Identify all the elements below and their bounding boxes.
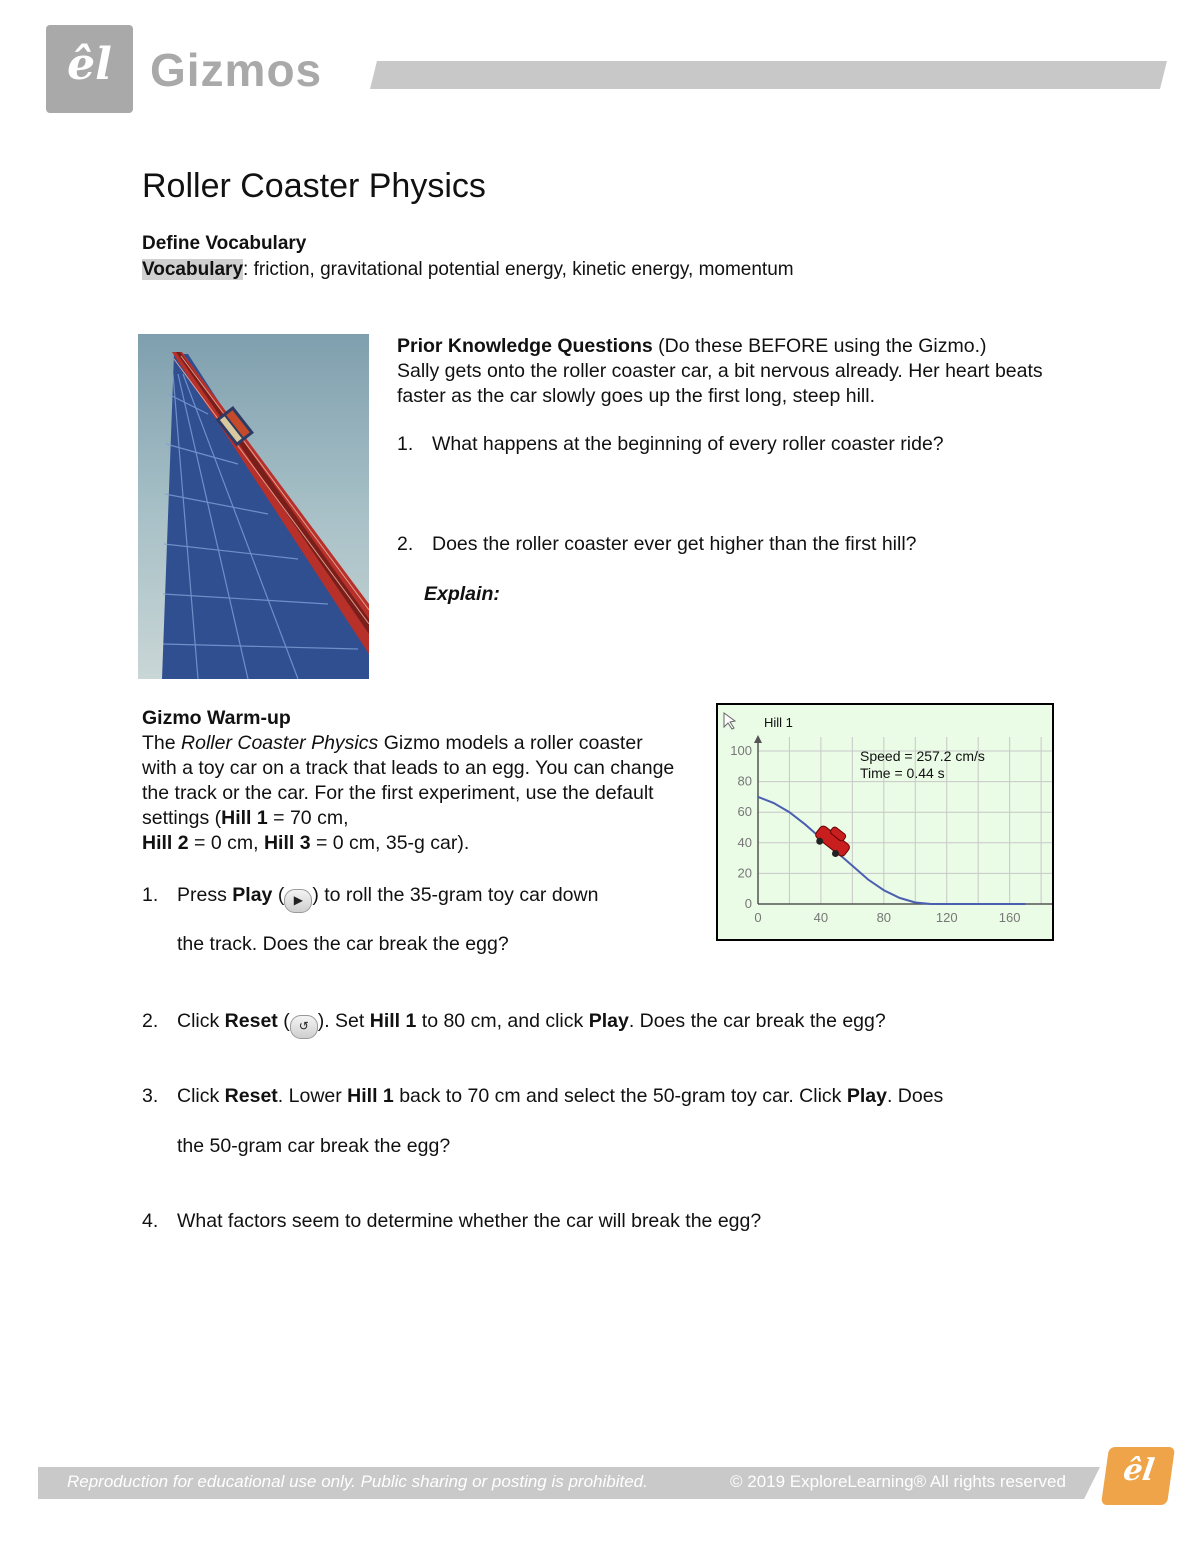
header-bar (370, 61, 1167, 89)
brand-name: Gizmos (150, 44, 323, 96)
play-icon: ▶ (284, 889, 312, 913)
footer-copyright: © 2019 ExploreLearning® All rights reserved (730, 1472, 1066, 1491)
chart-svg (718, 705, 1052, 939)
y-tick-label: 20 (737, 865, 752, 881)
logo-text: êl (67, 39, 112, 90)
vocab-line (142, 259, 794, 281)
x-tick-label: 80 (876, 910, 892, 925)
y-axis-arrow (754, 735, 762, 743)
footer-disclaimer: Reproduction for educational use only. Public sharing or posting is prohibited. (67, 1472, 648, 1491)
cursor-icon (724, 713, 735, 729)
warmup-heading: Gizmo Warm-up (142, 707, 291, 729)
prior-knowledge-intro (397, 334, 1077, 409)
explorelearning-logo (46, 25, 133, 113)
warmup-question-1: 1. Press Play ( ▶ ) to roll the 35-gram toy car down (142, 884, 598, 913)
y-tick-label: 100 (730, 743, 752, 758)
x-tick-label: 40 (813, 910, 829, 925)
x-tick-label: 160 (998, 910, 1021, 925)
warmup-question-3-cont: the 50-gram car break the egg? (177, 1135, 451, 1157)
vocab-heading: Define Vocabulary (142, 233, 307, 254)
time-readout: Time = 0.44 s (860, 765, 945, 781)
vocab-terms: : friction, gravitational potential energy, kinetic energy, momentum (243, 259, 794, 280)
y-tick-label: 40 (737, 834, 752, 850)
y-tick-label: 0 (744, 896, 752, 911)
x-tick-label: 120 (935, 910, 958, 925)
hill-1-series-line (758, 797, 1025, 904)
prior-note: (Do these BEFORE using the Gizmo.) (658, 335, 987, 357)
prior-question-1: 1. What happens at the beginning of every roller coaster ride? (397, 433, 944, 455)
reset-icon: ↺ (290, 1015, 318, 1039)
prior-intro: Sally gets onto the roller coaster car, a bit nervous already. Her heart beats faster as the car slowly goes up the first long, steep hill. (397, 360, 1043, 407)
toy-car-icon (811, 820, 854, 861)
vocab-label: Vocabulary (142, 259, 244, 280)
explain-label: Explain: (424, 583, 500, 605)
x-tick-label: 0 (754, 910, 762, 925)
prior-heading: Prior Knowledge Questions (397, 335, 653, 357)
y-tick-label: 80 (737, 773, 752, 789)
warmup-question-2: 2. Click Reset ( ↺ ). Set Hill 1 to 80 cm, and click Play. Does the car break the egg? (142, 1010, 886, 1039)
roller-coaster-photo (138, 334, 369, 679)
footer-logo-text: êl (1121, 1453, 1157, 1488)
series-label: Hill 1 (764, 715, 793, 730)
prior-question-2: 2. Does the roller coaster ever get higher than the first hill? (397, 533, 917, 555)
speed-readout: Speed = 257.2 cm/s (860, 748, 985, 764)
footer-logo (1101, 1447, 1175, 1505)
warmup-question-1-cont: the track. Does the car break the egg? (177, 933, 509, 955)
page-title: Roller Coaster Physics (142, 167, 486, 205)
warmup-question-4: 4. What factors seem to determine whether the car will break the egg? (142, 1210, 762, 1232)
y-tick-label: 60 (737, 804, 752, 820)
gizmo-chart (716, 703, 1054, 941)
warmup-intro: Gizmo Warm-up The Roller Coaster Physics Gizmo models a roller coaster with a toy car on a track that leads to an egg. You can change the track or the car. For the first experiment, use the default settings (Hill 1 = 70 cm, Hill 2 = 0 cm, Hill 3 = 0 cm, 35-g car). (142, 707, 675, 854)
warmup-question-3: 3. Click Reset. Lower Hill 1 back to 70 cm and select the 50-gram toy car. Click Play. Does (142, 1085, 944, 1107)
